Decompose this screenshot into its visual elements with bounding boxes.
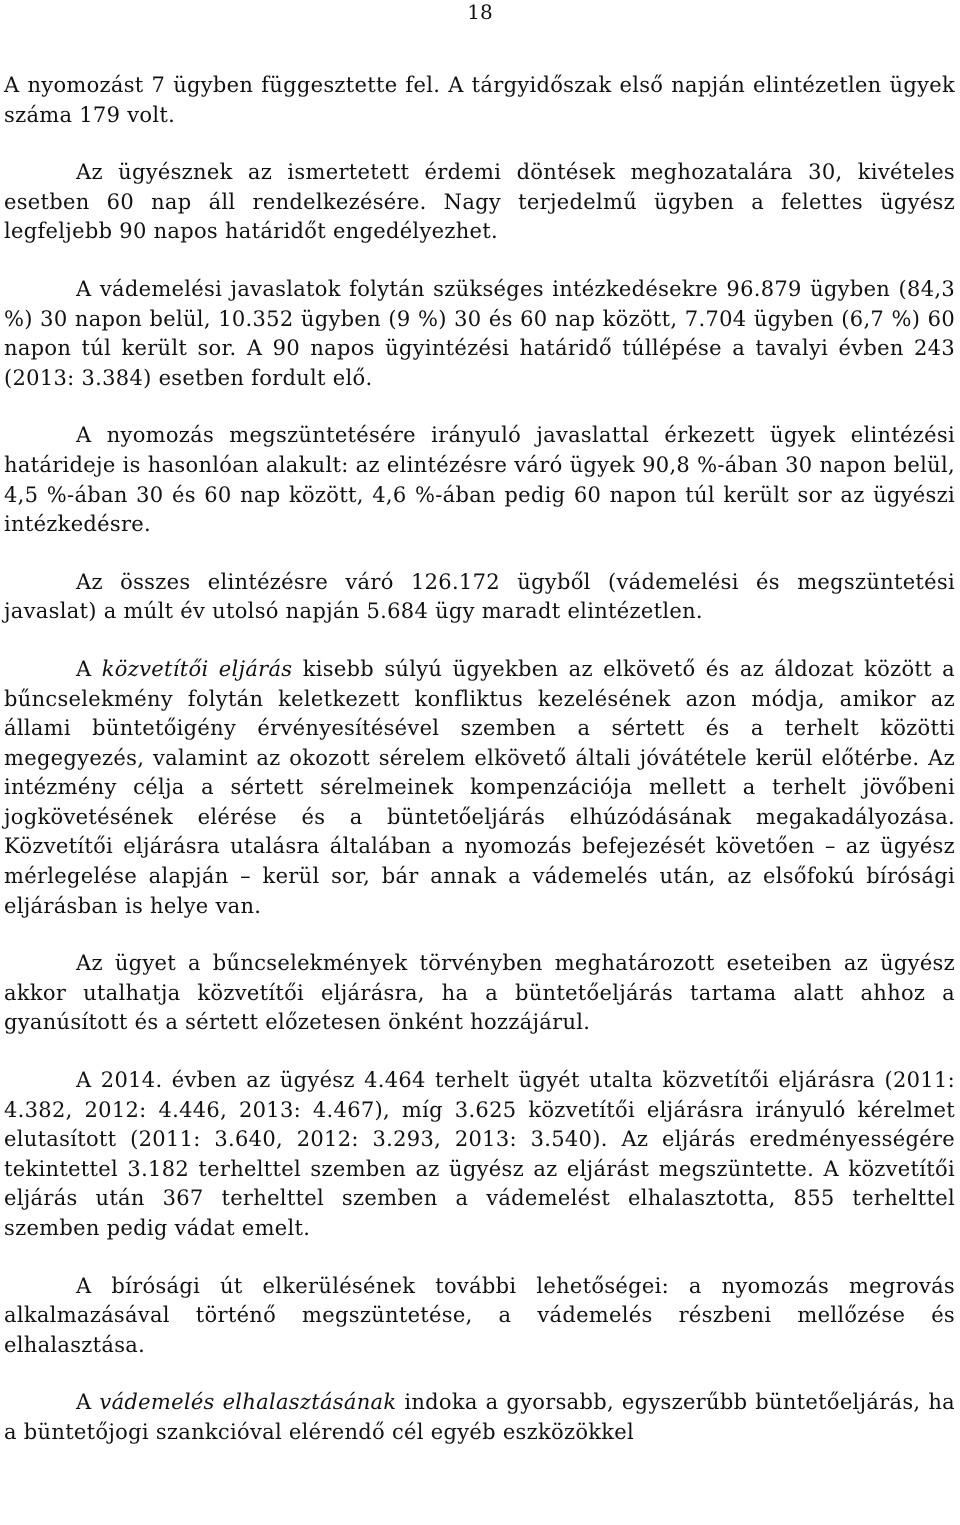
- paragraph-p1: [4, 71, 955, 130]
- paragraph-p8: [4, 1066, 955, 1244]
- text-run: A 2014. évben az ügyész 4.464 terhelt ügyét utalta közvetítői eljárásra (2011: 4.382, 2012: 4.446, 2013: 4.467), míg 3.625 közvetítői eljárásra irányuló kérelmet elutasított (2011: 3.640, 2012: 3.293, 2013: 3.540). Az eljárás eredményességére tekintettel 3.182 terhelttel szemben az ügyész az eljárást megszüntette. A közvetítői eljárás után 367 terhelttel szemben a vádemelést elhalasztotta, 855 terhelttel szemben pedig vádat emelt.: [4, 1068, 955, 1240]
- paragraph-p9: [4, 1272, 955, 1361]
- text-run: A nyomozás megszüntetésére irányuló javaslattal érkezett ügyek elintézési határideje is hasonlóan alakult: az elintézésre váró ügyek 90,8 %-ában 30 napon belül, 4,5 %-ában 30 és 60 nap között, 4,6 %-ában pedig 60 napon túl került sor az ügyészi intézkedésre.: [4, 423, 955, 537]
- text-run: A: [76, 1390, 100, 1415]
- paragraph-p5: [4, 568, 955, 627]
- paragraph-p7: [4, 949, 955, 1038]
- text-run: Az ügyet a bűncselekmények törvényben meghatározott eseteiben az ügyész akkor utalhatja közvetítői eljárásra, ha a büntetőeljárás tartama alatt ahhoz a gyanúsított és a sértett előzetesen önként hozzájárul.: [4, 951, 955, 1035]
- text-run: A nyomozást 7 ügyben függesztette fel. A tárgyidőszak első napján elintézetlen ügyek száma 179 volt.: [4, 73, 955, 127]
- text-run: A vádemelési javaslatok folytán szükséges intézkedésekre 96.879 ügyben (84,3 %) 30 napon belül, 10.352 ügyben (9 %) 30 és 60 nap között, 7.704 ügyben (6,7 %) 60 napon túl került sor. A 90 napos ügyintézési határidő túllépése a tavalyi évben 243 (2013: 3.384) esetben fordult elő.: [4, 276, 955, 390]
- paragraph-p4: [4, 421, 955, 539]
- text-run: Az összes elintézésre váró 126.172 ügyből (vádemelési és megszüntetési javaslat) a múlt év utolsó napján 5.684 ügy maradt elintézetlen.: [4, 569, 955, 624]
- paragraph-p10: [4, 1388, 955, 1447]
- text-run: kisebb súlyú ügyekben az elkövető és az áldozat között a bűncselekmény folytán keletkezett konfliktus kezelésének azon módja, amikor az állami büntetőigény érvényesítésével szemben a sértett és a terhelt közötti megegyezés, valamint az okozott sérelem elkövető általi jóvátétele kerül előtérbe. Az intézmény célja a sértett sérelmeinek kompenzációja mellett a terhelt jövőbeni jogkövetésének elérése és a büntetőeljárás elhúzódásának megakadályozása. Közvetítői eljárásra utalásra általában a nyomozás befejezését követően – az ügyész mérlegelése alapján – kerül sor, bár annak a vádemelés után, az elsőfokú bírósági eljárásban is helye van.: [4, 656, 955, 918]
- text-run: indoka a gyorsabb, egyszerűbb büntetőeljárás, ha a büntetőjogi szankcióval elérendő cél egyéb eszközökkel: [4, 1390, 955, 1444]
- paragraph-p3: [4, 275, 955, 393]
- text-run: A: [76, 656, 102, 681]
- paragraph-p2: [4, 158, 955, 247]
- text-run: A bírósági út elkerülésének további lehetőségei: a nyomozás megrovás alkalmazásával történő megszüntetése, a vádemelés részbeni mellőzése és elhalasztása.: [4, 1273, 955, 1357]
- text-run: Az ügyésznek az ismertetett érdemi döntések meghozatalára 30, kivételes esetben 60 nap áll rendelkezésére. Nagy terjedelmű ügyben a felettes ügyész legfeljebb 90 napos határidőt engedélyezhet.: [4, 160, 955, 244]
- paragraph-p6: [4, 655, 955, 921]
- emphasized-term: vádemelés elhalasztásának: [99, 1390, 397, 1415]
- body-text: [4, 71, 955, 1448]
- emphasized-term: közvetítői eljárás: [101, 656, 293, 681]
- page-number: 18: [467, 0, 493, 24]
